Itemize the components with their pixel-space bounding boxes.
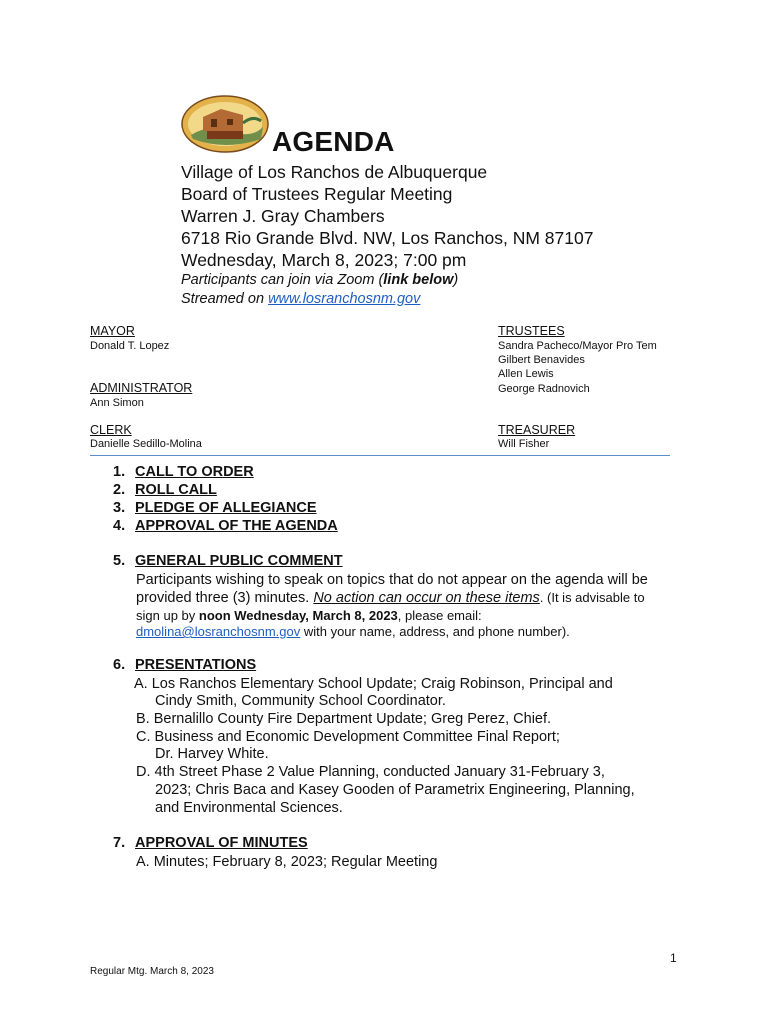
minutes-a: A. Minutes; February 8, 2023; Regular Meeting: [136, 854, 438, 870]
header-line-address: 6718 Rio Grande Blvd. NW, Los Ranchos, NM 87107: [181, 228, 594, 248]
presentation-d-cont2: and Environmental Sciences.: [155, 800, 343, 816]
trustee-item: George Radnovich: [498, 383, 590, 395]
header-line-chambers: Warren J. Gray Chambers: [181, 206, 385, 226]
village-logo: [181, 95, 269, 153]
trustees-label: TRUSTEES: [498, 324, 565, 338]
header-line-village: Village of Los Ranchos de Albuquerque: [181, 162, 488, 182]
agenda-item-roll-call: 2. ROLL CALL: [113, 482, 217, 498]
agenda-item-approval-agenda: 4. APPROVAL OF THE AGENDA: [113, 518, 338, 534]
public-comment-line4: dmolina@losranchosnm.gov with your name, address, and phone number).: [136, 624, 570, 639]
email-link[interactable]: dmolina@losranchosnm.gov: [136, 624, 301, 639]
presentation-c-cont: Dr. Harvey White.: [155, 746, 269, 762]
presentation-a-cont: Cindy Smith, Community School Coordinator.: [155, 693, 446, 709]
presentation-b: B. Bernalillo County Fire Department Update; Greg Perez, Chief.: [136, 711, 552, 727]
agenda-item-call-to-order: 1. CALL TO ORDER: [113, 464, 254, 480]
presentation-d: D. 4th Street Phase 2 Value Planning, conducted January 31-February 3,: [136, 764, 605, 780]
mayor-name: Donald T. Lopez: [90, 340, 170, 352]
mayor-label: MAYOR: [90, 324, 135, 338]
treasurer-name: Will Fisher: [498, 438, 550, 450]
public-comment-line1: Participants wishing to speak on topics that do not appear on the agenda will be: [136, 572, 648, 588]
trustee-item: Sandra Pacheco/Mayor Pro Tem: [498, 340, 657, 352]
clerk-name: Danielle Sedillo-Molina: [90, 438, 202, 450]
presentation-c: C. Business and Economic Development Committee Final Report;: [136, 729, 560, 745]
administrator-name: Ann Simon: [90, 397, 144, 409]
page-title: AGENDA: [272, 126, 395, 157]
public-comment-line2: provided three (3) minutes. No action can occur on these items. (It is advisable to: [136, 590, 645, 606]
treasurer-label: TREASURER: [498, 423, 576, 437]
zoom-note: Participants can join via Zoom (link below): [181, 272, 459, 288]
public-comment-line3: sign up by noon Wednesday, March 8, 2023, please email:: [136, 608, 482, 623]
footer-text: Regular Mtg. March 8, 2023: [90, 966, 214, 977]
administrator-label: ADMINISTRATOR: [90, 381, 193, 395]
presentation-d-cont1: 2023; Chris Baca and Kasey Gooden of Parametrix Engineering, Planning,: [155, 782, 635, 798]
section-divider: [90, 455, 670, 456]
trustee-item: Allen Lewis: [498, 368, 554, 380]
clerk-label: CLERK: [90, 423, 132, 437]
website-link[interactable]: www.losranchosnm.gov: [268, 291, 421, 307]
trustee-item: Gilbert Benavides: [498, 354, 585, 366]
agenda-item-minutes: 7. APPROVAL OF MINUTES: [113, 835, 308, 851]
agenda-item-presentations: 6. PRESENTATIONS: [113, 657, 257, 673]
stream-note: Streamed on www.losranchosnm.gov: [181, 291, 421, 307]
agenda-item-public-comment: 5. GENERAL PUBLIC COMMENT: [113, 553, 343, 569]
presentation-a: A. Los Ranchos Elementary School Update; Craig Robinson, Principal and: [134, 676, 613, 692]
header-line-board: Board of Trustees Regular Meeting: [181, 184, 453, 204]
agenda-item-pledge: 3. PLEDGE OF ALLEGIANCE: [113, 500, 317, 516]
page-number: 1: [670, 951, 677, 965]
header-line-datetime: Wednesday, March 8, 2023; 7:00 pm: [181, 250, 467, 270]
